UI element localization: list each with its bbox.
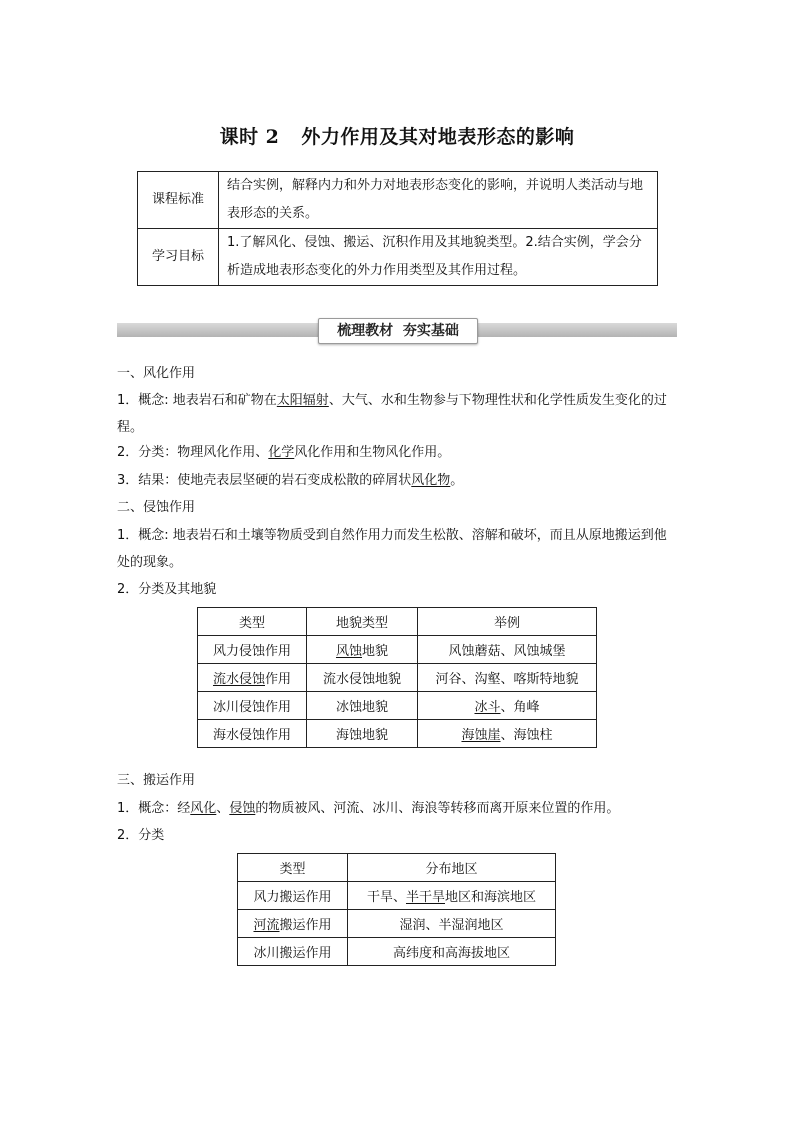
section-banner	[117, 318, 677, 344]
erosion-classification-heading: 2．分类及其地貌	[117, 582, 217, 597]
lesson-title: 外力作用及其对地表形态的影响	[301, 126, 575, 148]
transport-table	[237, 853, 556, 966]
type-cell: 冰川搬运作用	[238, 938, 348, 966]
blank-answer: 化学	[268, 445, 295, 460]
type-cell: 河流搬运作用	[238, 910, 348, 938]
example-cell: 冰斗、角峰	[418, 692, 597, 720]
lesson-number: 课时 2	[219, 126, 280, 148]
type-cell: 风力搬运作用	[238, 882, 348, 910]
table-row	[198, 664, 597, 692]
course-standard-text: 结合实例，解释内力和外力对地表形态变化的影响，并说明人类活动与地表形态的关系。	[219, 172, 658, 229]
weathering-concept: 1．概念: 地表岩石和矿物在太阳辐射、大气、水和生物参与下物理性状和化学性质发生变化的过程。	[117, 393, 667, 435]
column-header: 分布地区	[348, 854, 556, 882]
column-header: 类型	[198, 608, 307, 636]
column-header: 地貌类型	[307, 608, 418, 636]
area-cell: 高纬度和高海拔地区	[348, 938, 556, 966]
table-row	[198, 636, 597, 664]
landform-cell: 风蚀地貌	[307, 636, 418, 664]
example-cell: 河谷、沟壑、喀斯特地貌	[418, 664, 597, 692]
type-cell: 冰川侵蚀作用	[198, 692, 307, 720]
table-row	[238, 938, 556, 966]
table-header-row	[238, 854, 556, 882]
transport-classification-heading: 2．分类	[117, 828, 165, 843]
erosion-concept: 1．概念: 地表岩石和土壤等物质受到自然作用力而发生松散、溶解和破坏，而且从原地搬运到他处的现象。	[117, 528, 667, 570]
table-row	[238, 910, 556, 938]
blank-answer: 风化	[190, 801, 217, 816]
transport-concept: 1．概念：经风化、侵蚀的物质被风、河流、冰川、海浪等转移而离开原来位置的作用。	[117, 801, 620, 816]
erosion-table	[197, 607, 597, 748]
column-header: 举例	[418, 608, 597, 636]
blank-answer: 侵蚀	[229, 801, 256, 816]
column-header: 类型	[238, 854, 348, 882]
table-row	[238, 882, 556, 910]
course-standard-label: 课程标准	[138, 172, 219, 229]
weathering-classification: 2．分类：物理风化作用、化学风化作用和生物风化作用。	[117, 445, 451, 460]
table-header-row	[198, 608, 597, 636]
landform-cell: 冰蚀地貌	[307, 692, 418, 720]
standards-row	[138, 172, 658, 229]
table-row	[198, 692, 597, 720]
page-title	[0, 122, 794, 149]
landform-cell: 海蚀地貌	[307, 720, 418, 748]
standards-row	[138, 229, 658, 286]
weathering-result: 3．结果：使地壳表层坚硬的岩石变成松散的碎屑状风化物。	[117, 473, 464, 488]
banner-label: 梳理教材 夯实基础	[318, 318, 478, 344]
type-cell: 风力侵蚀作用	[198, 636, 307, 664]
blank-answer: 风化物	[411, 473, 451, 488]
area-cell: 干旱、半干旱地区和海滨地区	[348, 882, 556, 910]
section-erosion-heading: 二、侵蚀作用	[117, 500, 196, 515]
section-weathering-heading: 一、风化作用	[117, 366, 196, 381]
section-transport-heading: 三、搬运作用	[117, 773, 196, 788]
standards-table	[137, 171, 658, 286]
area-cell: 湿润、半湿润地区	[348, 910, 556, 938]
example-cell: 风蚀蘑菇、风蚀城堡	[418, 636, 597, 664]
example-cell: 海蚀崖、海蚀柱	[418, 720, 597, 748]
learning-goal-label: 学习目标	[138, 229, 219, 286]
blank-answer: 太阳辐射	[276, 393, 329, 408]
type-cell: 海水侵蚀作用	[198, 720, 307, 748]
table-row	[198, 720, 597, 748]
landform-cell: 流水侵蚀地貌	[307, 664, 418, 692]
type-cell: 流水侵蚀作用	[198, 664, 307, 692]
learning-goal-text: 1.了解风化、侵蚀、搬运、沉积作用及其地貌类型。2.结合实例，学会分析造成地表形态变化的外力作用类型及其作用过程。	[219, 229, 658, 286]
